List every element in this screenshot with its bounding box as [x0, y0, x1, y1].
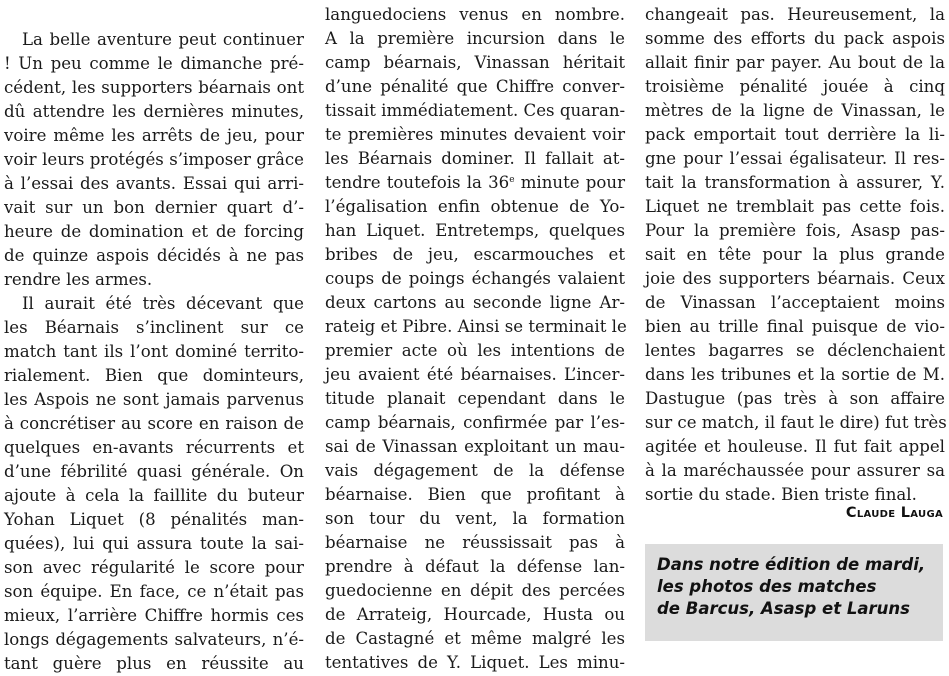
article-line-text: rialement. Bien que dominteurs,: [4, 366, 304, 385]
article-line: [4, 292, 304, 316]
article-line-text: vais dégagement de la défense: [325, 461, 625, 480]
article-line: [4, 388, 304, 412]
article-line: [325, 3, 625, 27]
article-line-text: tendre toutefois la 36: [325, 173, 510, 192]
article-line: [645, 483, 945, 507]
article-line-text: lentes bagarres se déclenchaient: [645, 341, 945, 360]
article-line-text: minute pour: [514, 173, 626, 192]
article-line: [645, 291, 945, 315]
article-line-text: bien au trille final puisque de vio-: [645, 317, 945, 336]
article-line: [645, 387, 945, 411]
article-line: [645, 459, 945, 483]
article-line: [325, 435, 625, 459]
article-line: [4, 604, 304, 628]
article-line-text: ! Un peu comme le dimanche pré-: [4, 54, 304, 73]
article-line-text: tant guère plus en réussite au: [4, 654, 304, 673]
article-line-text: de Vinassan l’acceptaient moins: [645, 293, 945, 312]
article-line-text: dans les tribunes et la sortie de M.: [645, 365, 945, 384]
article-line: [4, 316, 304, 340]
article-line: [645, 3, 945, 27]
article-line-text: languedociens venus en nombre.: [325, 5, 625, 24]
article-line-text: les Béarnais dominer. Il fallait at-: [325, 149, 625, 168]
article-line-text: sur ce match, il faut le dire) fut très: [645, 413, 947, 432]
article-line: [645, 99, 945, 123]
article-line: [325, 291, 625, 315]
article-line-text: mètres de la ligne de Vinassan, le: [645, 101, 945, 120]
article-line: [645, 363, 945, 387]
article-line-text: te premières minutes devaient voir: [325, 125, 625, 144]
article-line: [325, 267, 625, 291]
article-line-text: titude planait cependant dans le: [325, 389, 625, 408]
article-line: [325, 123, 625, 147]
article-line: [645, 315, 945, 339]
article-line-text: de Arrateig, Hourcade, Husta ou: [325, 605, 625, 624]
article-line: [645, 147, 945, 171]
article-column-2: [325, 0, 627, 672]
article-line-text: son avec régularité le score pour: [4, 558, 304, 577]
article-line: [325, 219, 625, 243]
article-line: [325, 531, 625, 555]
article-line: [325, 75, 625, 99]
article-line: [4, 556, 304, 580]
article-line: [325, 315, 625, 339]
article-line-text: agitée et houleuse. Il fut fait appel: [645, 437, 945, 456]
article-line: [325, 363, 625, 387]
article-line-text: son tour du vent, la formation: [325, 509, 625, 528]
article-line-text: bribes de jeu, escarmouches et: [325, 245, 625, 264]
article-line-text: pack emportait tout derrière la li-: [645, 125, 945, 144]
article-line-text: tissait immédiatement. Ces quaran-: [325, 101, 626, 120]
article-line-text: Yohan Liquet (8 pénalités man-: [4, 510, 304, 529]
article-line-text: changeait pas. Heureusement, la: [645, 5, 945, 24]
article-line-text: Dastugue (pas très à son affaire: [645, 389, 945, 408]
article-line: [325, 603, 625, 627]
article-line-text: allait finir par payer. Au bout de la: [645, 53, 945, 72]
article-line: [325, 339, 625, 363]
article-line: [4, 436, 304, 460]
author-signature: Claude Lauga: [845, 505, 943, 521]
article-line-text: cédent, les supporters béarnais ont: [4, 78, 304, 97]
article-line: [4, 196, 304, 220]
article-line: [4, 268, 304, 292]
article-column-1: [4, 0, 304, 673]
article-line: [4, 52, 304, 76]
article-line-text: de quinze aspois décidés à ne pas: [4, 246, 304, 265]
article-line-text: Pour la première fois, Asasp pas-: [645, 221, 945, 240]
article-line: [645, 339, 945, 363]
article-line: [4, 76, 304, 100]
article-line-text: gne pour l’essai égalisateur. Il res-: [645, 149, 945, 168]
article-line: [4, 580, 304, 604]
announcement-box: [645, 544, 943, 641]
article-line: [4, 628, 304, 652]
article-line: [645, 171, 945, 195]
article-line: [645, 75, 945, 99]
article-line-text: sait en tête pour la plus grande: [645, 245, 945, 264]
article-line-text: rateig et Pibre. Ainsi se terminait le: [325, 317, 627, 336]
article-line: [4, 412, 304, 436]
article-line-text: han Liquet. Entretemps, quelques: [325, 221, 625, 240]
article-line-text: les Aspois ne sont jamais parvenus: [4, 390, 304, 409]
article-line: [4, 532, 304, 556]
article-line-text: camp béarnais, Vinassan héritait: [325, 53, 625, 72]
article-line-text: mieux, l’arrière Chiffre hormis ces: [4, 606, 304, 625]
article-line-text: Il aurait été très décevant que: [22, 294, 304, 313]
article-line-text: prendre à défaut la défense lan-: [325, 557, 625, 576]
article-line-text: guedocienne en dépit des percées: [325, 581, 625, 600]
article-line-text: dû attendre les dernières minutes,: [4, 102, 304, 121]
article-line: [325, 483, 625, 507]
article-line: [325, 411, 625, 435]
article-line: [645, 243, 945, 267]
article-line-text: de Castagné et même malgré les: [325, 629, 625, 648]
article-line-text: longs dégagements salvateurs, n’é-: [4, 630, 304, 649]
article-line: [325, 627, 625, 651]
article-line-text: voir leurs protégés s’imposer grâce: [4, 150, 304, 169]
article-line-text: d’une pénalité que Chiffre conver-: [325, 77, 625, 96]
article-line-text: à l’essai des avants. Essai qui arri-: [4, 174, 304, 193]
article-line: [4, 124, 304, 148]
article-line: [4, 460, 304, 484]
article-line-text: son équipe. En face, ce n’était pas: [4, 582, 304, 601]
article-line: [4, 364, 304, 388]
article-line: [325, 99, 625, 123]
article-line-text: voire même les arrêts de jeu, pour: [4, 126, 304, 145]
article-line: [645, 51, 945, 75]
article-line-text: troisième pénalité jouée à cinq: [645, 77, 945, 96]
article-line: [4, 148, 304, 172]
article-line-text: Liquet ne tremblait pas cette fois.: [645, 197, 945, 216]
article-line-text: quelques en-avants récurrents et: [4, 438, 304, 457]
article-line: [325, 195, 625, 219]
article-line: [325, 243, 625, 267]
article-line: [645, 411, 945, 435]
article-line-text: jeu avaient été béarnaises. L’incer-: [325, 365, 625, 384]
article-line-text: béarnaise. Bien que profitant à: [325, 485, 625, 504]
article-line: [325, 51, 625, 75]
article-line: [645, 123, 945, 147]
article-line: [4, 508, 304, 532]
article-line-text: La belle aventure peut continuer: [22, 30, 304, 49]
article-line-text: coups de poings échangés valaient: [325, 269, 625, 288]
article-line: [4, 28, 304, 52]
article-line: [4, 220, 304, 244]
article-line: [325, 459, 625, 483]
article-line: [325, 555, 625, 579]
article-line: [325, 27, 625, 51]
article-line-text: joie des supporters béarnais. Ceux: [645, 269, 945, 288]
article-line: [645, 267, 945, 291]
article-line-text: match tant ils l’ont dominé territo-: [4, 342, 304, 361]
article-line: [325, 387, 625, 411]
article-line-text: sai de Vinassan exploitant un mau-: [325, 437, 625, 456]
article-line: [325, 651, 625, 675]
article-line-text: heure de domination et de forcing: [4, 222, 304, 241]
article-line-text: A la première incursion dans le: [325, 29, 625, 48]
article-line-text: tentatives de Y. Liquet. Les minu-: [325, 653, 625, 672]
article-line: [645, 195, 945, 219]
article-line-text: tait la transformation à assurer, Y.: [645, 173, 945, 192]
article-line-text: vait sur un bon dernier quart d’-: [4, 198, 304, 217]
article-line: [325, 579, 625, 603]
announcement-line: les photos des matches: [657, 577, 877, 596]
article-line: [325, 147, 625, 171]
ordinal-superscript: e: [509, 175, 515, 185]
article-line-text: les Béarnais s’inclinent sur ce: [4, 318, 304, 337]
article-line-text: l’égalisation enfin obtenue de Yo-: [325, 197, 625, 216]
article-line-text: d’une fébrilité quasi générale. On: [4, 462, 304, 481]
article-line: [4, 484, 304, 508]
article-line-text: à la maréchaussée pour assurer sa: [645, 461, 945, 480]
article-line: [645, 27, 945, 51]
article-line: [4, 100, 304, 124]
article-line: [325, 171, 625, 195]
article-line: [4, 652, 304, 676]
article-line-text: ajoute à cela la faillite du buteur: [4, 486, 304, 505]
article-line-text: camp béarnais, confirmée par l’es-: [325, 413, 625, 432]
article-line: [4, 244, 304, 268]
announcement-line: Dans notre édition de mardi,: [657, 555, 926, 574]
article-line: [4, 172, 304, 196]
article-line-text: béarnaise ne réussissait pas à: [325, 533, 625, 552]
article-line-text: premier acte où les intentions de: [325, 341, 625, 360]
article-line: [4, 340, 304, 364]
announcement-line: de Barcus, Asasp et Laruns: [657, 599, 910, 618]
article-line-text: à concrétiser au score en raison de: [4, 414, 304, 433]
article-line: [645, 219, 945, 243]
article-line: [645, 435, 945, 459]
article-line: [325, 507, 625, 531]
article-line-text: sortie du stade. Bien triste final.: [645, 485, 917, 504]
article-line-text: deux cartons au seconde ligne Ar-: [325, 293, 625, 312]
article-line-text: somme des efforts du pack aspois: [645, 29, 945, 48]
article-line-text: rendre les armes.: [4, 270, 153, 289]
article-line-text: quées), lui qui assura toute la sai-: [4, 534, 304, 553]
